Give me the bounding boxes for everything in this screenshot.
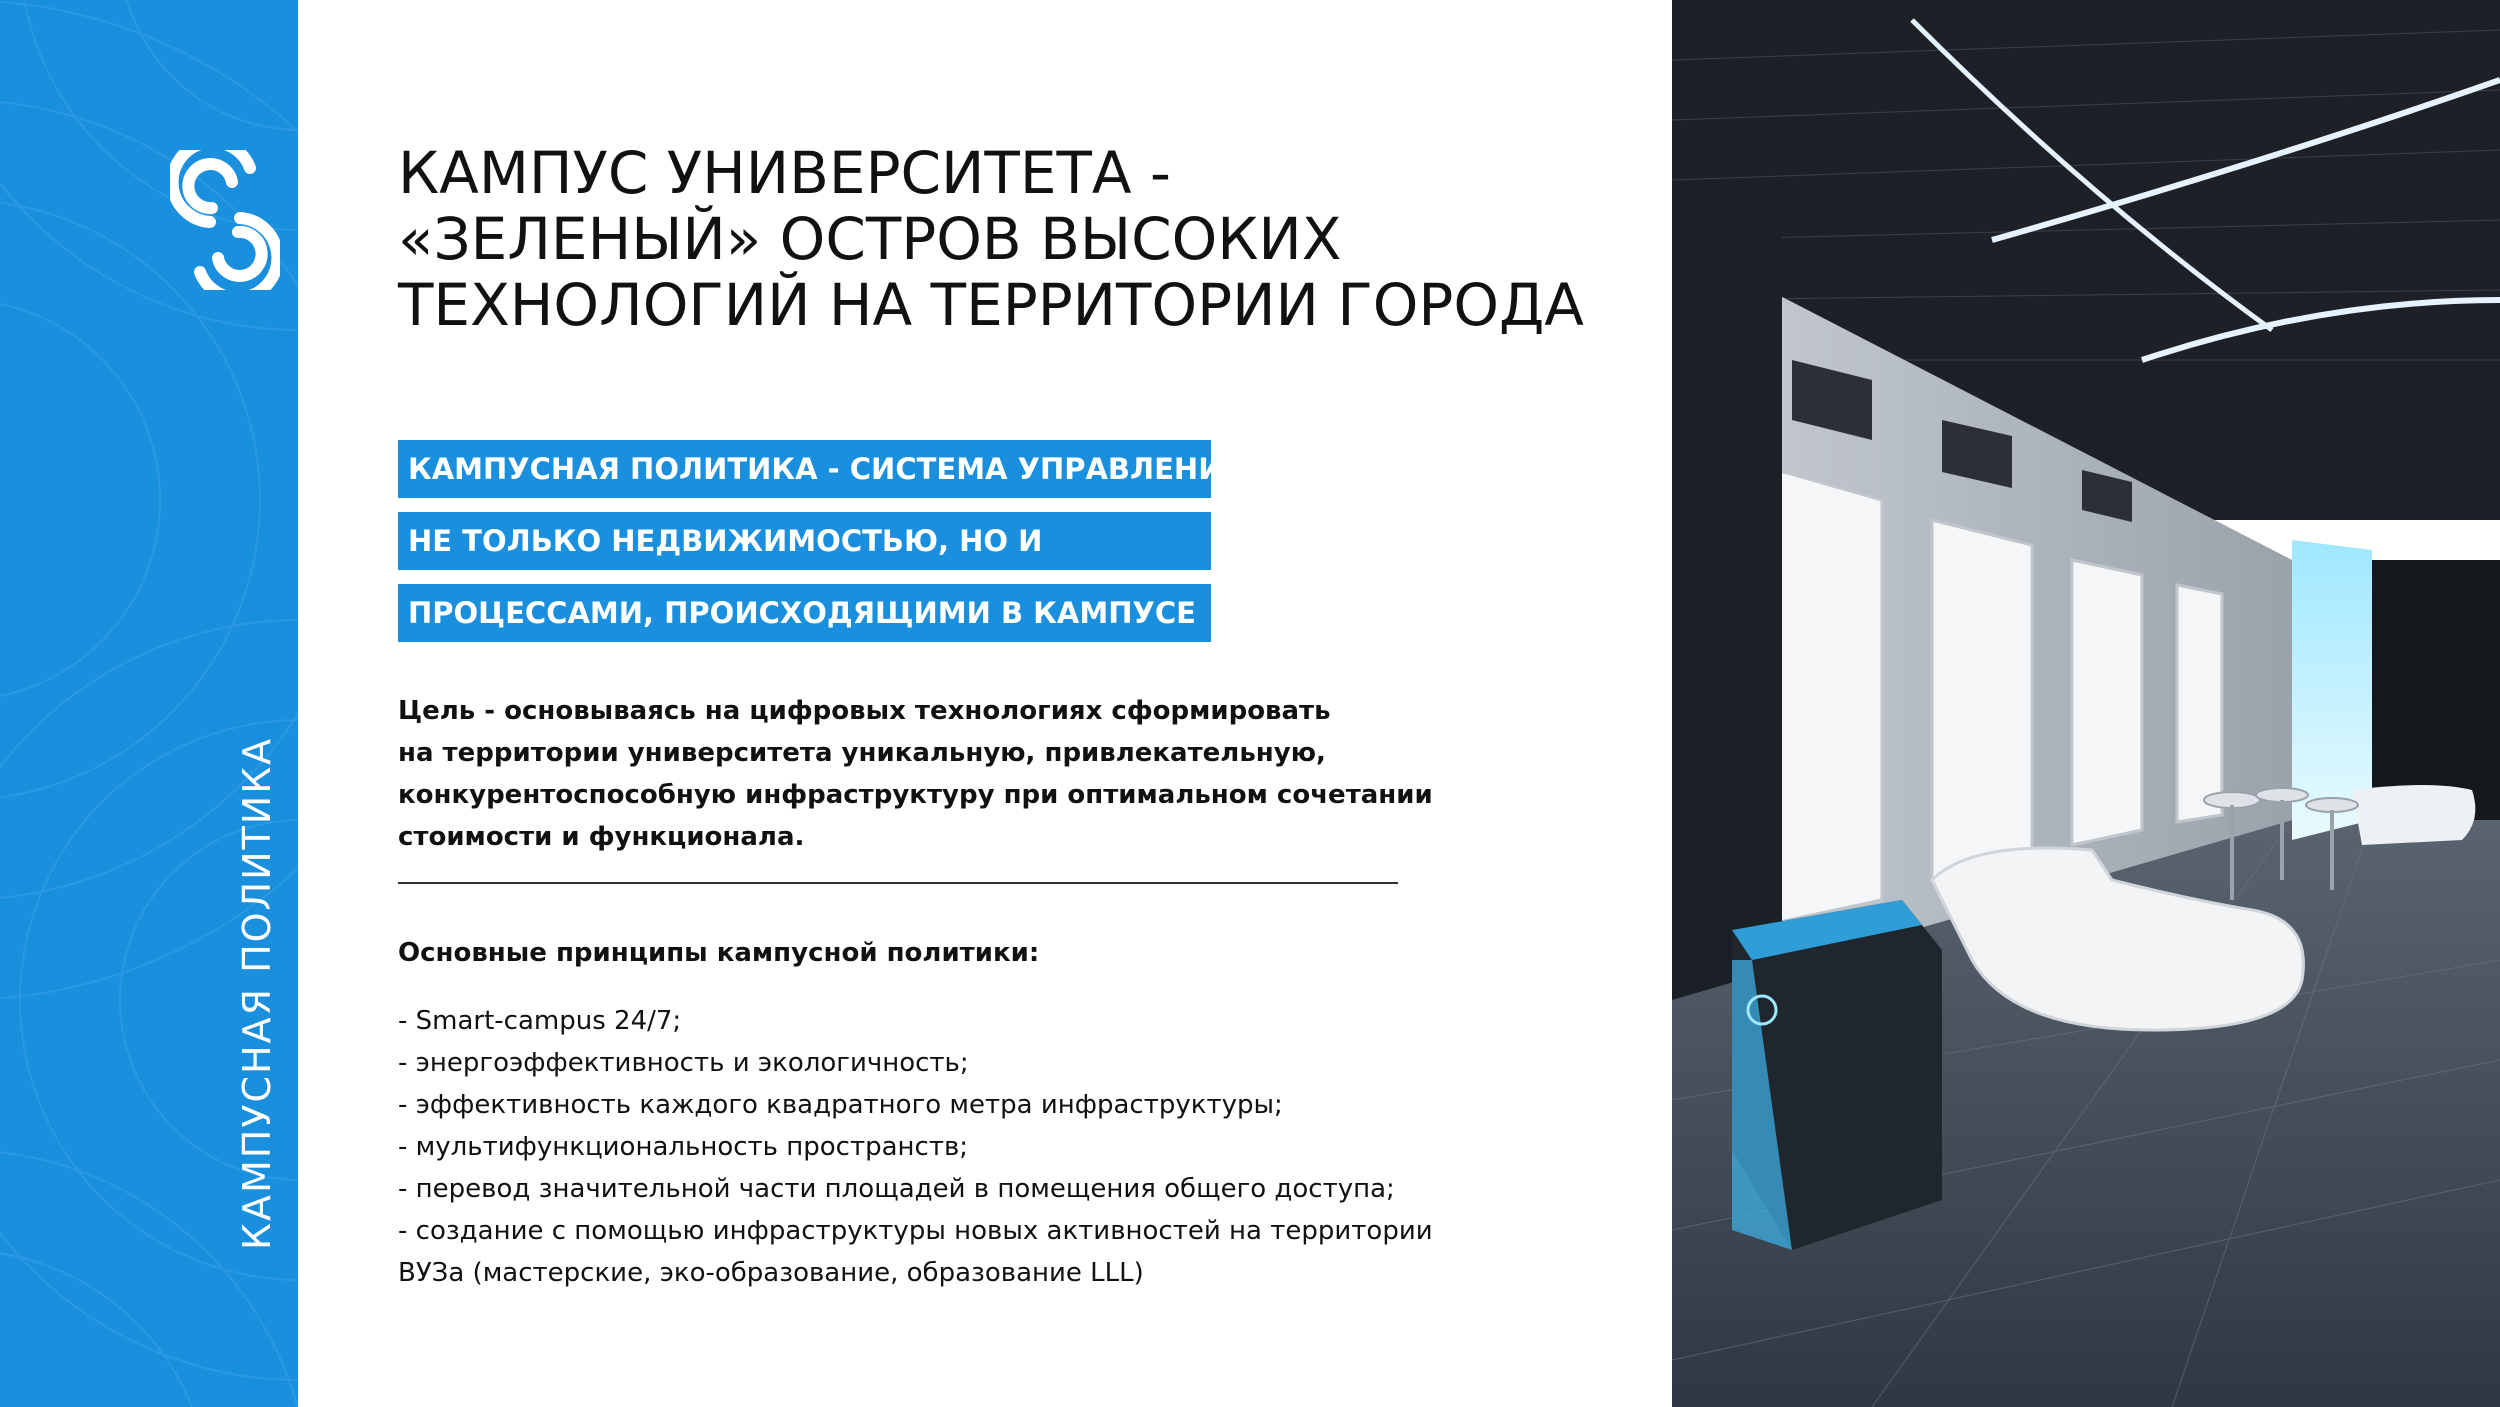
principles-list: [398, 1000, 1433, 1294]
s-logo-icon: [170, 150, 280, 290]
highlight-bands: [398, 440, 1245, 656]
campus-interior-illustration: [1672, 0, 2500, 1407]
sidebar: [0, 0, 298, 1407]
list-item: - перевод значительной части площадей в помещения общего доступа;: [398, 1174, 1395, 1204]
title-line: ТЕХНОЛОГИЙ НА ТЕРРИТОРИИ ГОРОДА: [398, 271, 1584, 339]
list-item: - эффективность каждого квадратного метра инфраструктуры;: [398, 1090, 1283, 1120]
title-line: «ЗЕЛЕНЫЙ» ОСТРОВ ВЫСОКИХ: [398, 205, 1342, 273]
list-item: - Smart-campus 24/7;: [398, 1006, 682, 1036]
goal-line: Цель - основываясь на цифровых технологиях сформировать: [398, 696, 1331, 726]
sidebar-vertical-label: КАМПУСНАЯ ПОЛИТИКА: [235, 736, 279, 1250]
highlight-band: КАМПУСНАЯ ПОЛИТИКА - СИСТЕМА УПРАВЛЕНИЯ: [398, 440, 1211, 498]
list-item: - мультифункциональность пространств;: [398, 1132, 969, 1162]
list-item: - создание с помощью инфраструктуры новых активностей на территории: [398, 1216, 1433, 1246]
highlight-band: НЕ ТОЛЬКО НЕДВИЖИМОСТЬЮ, НО И: [398, 512, 1211, 570]
list-item: - энергоэффективность и экологичность;: [398, 1048, 969, 1078]
goal-line: стоимости и функционала.: [398, 822, 805, 852]
list-item: ВУЗа (мастерские, эко-образование, образование LLL): [398, 1258, 1144, 1288]
goal-line: конкурентоспособную инфраструктуру при оптимальном сочетании: [398, 780, 1433, 810]
goal-line: на территории университета уникальную, привлекательную,: [398, 738, 1326, 768]
highlight-band: ПРОЦЕССАМИ, ПРОИСХОДЯЩИМИ В КАМПУСЕ: [398, 584, 1211, 642]
title-line: КАМПУС УНИВЕРСИТЕТА -: [398, 139, 1171, 207]
page-title: [398, 140, 1658, 338]
divider: [398, 882, 1398, 884]
goal-paragraph: [398, 690, 1433, 858]
principles-heading: Основные принципы кампусной политики:: [398, 938, 1040, 968]
campus-interior-photo: [1672, 0, 2500, 1407]
